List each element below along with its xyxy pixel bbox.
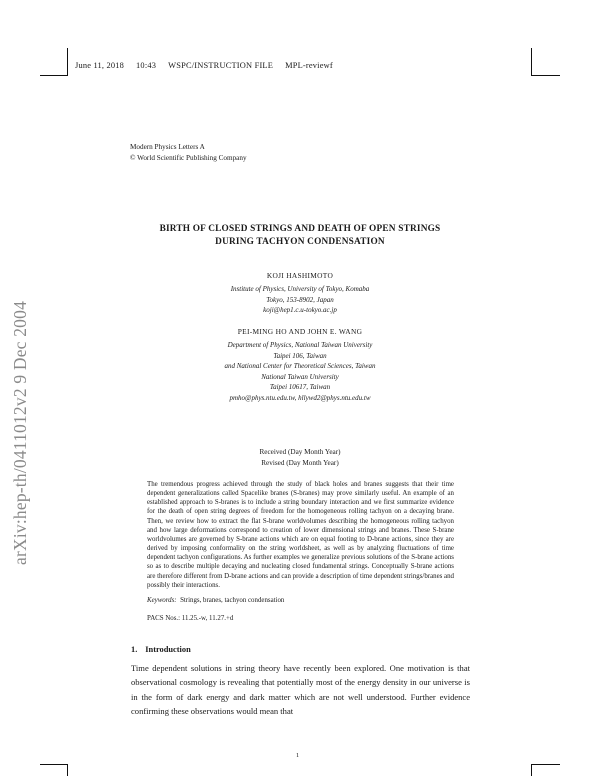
journal-name: Modern Physics Letters A xyxy=(130,143,205,151)
keywords-label: Keywords: xyxy=(147,597,177,604)
affil-line: Tokyo, 153-8902, Japan xyxy=(266,295,334,304)
crop-mark-bottom-left-h xyxy=(40,764,68,765)
pacs-numbers: PACS Nos.: 11.25.-w, 11.27.+d xyxy=(147,615,234,622)
page-number: 1 xyxy=(296,752,300,759)
author-block-2 xyxy=(130,327,470,404)
affil-line: National Taiwan University xyxy=(261,372,339,381)
author-block-1 xyxy=(130,271,470,316)
received-date: Received (Day Month Year) xyxy=(259,448,341,456)
arxiv-identifier: arXiv:hep-th/0411012v2 9 Dec 2004 xyxy=(10,300,30,565)
keywords xyxy=(147,597,284,604)
affil-line: Taipei 10617, Taiwan xyxy=(269,383,331,392)
section-title: Introduction xyxy=(145,645,191,654)
crop-mark-top-right-h xyxy=(532,75,560,76)
author-name: PEI-MING HO AND JOHN E. WANG xyxy=(237,327,363,336)
section-number: 1. xyxy=(131,645,138,654)
header-file: WSPC/INSTRUCTION FILE xyxy=(168,61,274,70)
crop-mark-top-left-v xyxy=(67,48,68,76)
affil-line: Institute of Physics, University of Tokyo, Komaba xyxy=(230,285,370,293)
author-affiliation xyxy=(130,340,470,404)
title-line-1: BIRTH OF CLOSED STRINGS AND DEATH OF OPEN STRINGS xyxy=(159,224,441,234)
section-heading xyxy=(131,645,191,654)
title-line-2: DURING TACHYON CONDENSATION xyxy=(215,236,385,247)
author-email: pmho@phys.ntu.edu.tw, hllywd2@phys.ntu.edu.tw xyxy=(229,393,371,402)
crop-mark-bottom-right-v xyxy=(531,764,532,776)
revised-date: Revised (Day Month Year) xyxy=(261,458,339,467)
header-style: MPL-reviewf xyxy=(285,61,333,70)
affil-line: Department of Physics, National Taiwan University xyxy=(227,341,373,349)
affil-line: Taipei 106, Taiwan xyxy=(273,351,327,360)
author-affiliation xyxy=(130,284,470,316)
paper-title xyxy=(130,223,470,248)
journal-info xyxy=(130,142,247,163)
affil-line: and National Center for Theoretical Sciences, Taiwan xyxy=(224,362,376,371)
crop-mark-top-right-v xyxy=(531,48,532,76)
journal-copyright: © World Scientific Publishing Company xyxy=(130,153,247,162)
crop-mark-bottom-right-h xyxy=(532,764,560,765)
running-header xyxy=(75,61,345,70)
author-name: KOJI HASHIMOTO xyxy=(266,271,334,280)
crop-mark-top-left-h xyxy=(40,75,68,76)
abstract: The tremendous progress achieved through the study of black holes and branes suggests that their time dependent generalizations called Spacelike branes (S-branes) may prove similarly useful. An example of an established approach to S-branes is to include a string boundary interaction and we first summarize evidence for the death of open string degrees of freedom for the homogeneous rolling tachyon on a decaying brane. Then, we review how to extract the flat S-brane worldvolumes describing the homogeneous rolling tachyon and how large deformations correspond to creation of lower dimensional strings and branes. These S-brane worldvolumes are governed by S-brane actions which are on equal footing to D-brane actions, since they are derived by imposing conformality on the string worldsheet, as well as by analyzing fluctuations of time dependent tachyon configurations. As further examples we generalize previous solutions of the S-brane actions so as to describe multiple decaying and nucleating closed fundamental strings. Conceptually S-brane actions are therefore different from D-brane actions and can provide a description of time dependent strings/branes and possibly their interactions. xyxy=(147,481,454,589)
crop-mark-bottom-left-v xyxy=(67,764,68,776)
body-paragraph: Time dependent solutions in string theory have recently been explored. One motivation is that observational cosmology is revealing that potentially most of the energy density in our universe is in the form of dark energy and dark matter which are not well understood. Further evidence confirming these observations would mean that xyxy=(131,663,470,716)
keywords-value: Strings, branes, tachyon condensation xyxy=(180,597,285,604)
header-time: 10:43 xyxy=(136,61,157,70)
header-date: June 11, 2018 xyxy=(75,61,125,70)
received-dates xyxy=(130,447,470,468)
author-email: koji@hep1.c.u-tokyo.ac.jp xyxy=(263,306,337,315)
